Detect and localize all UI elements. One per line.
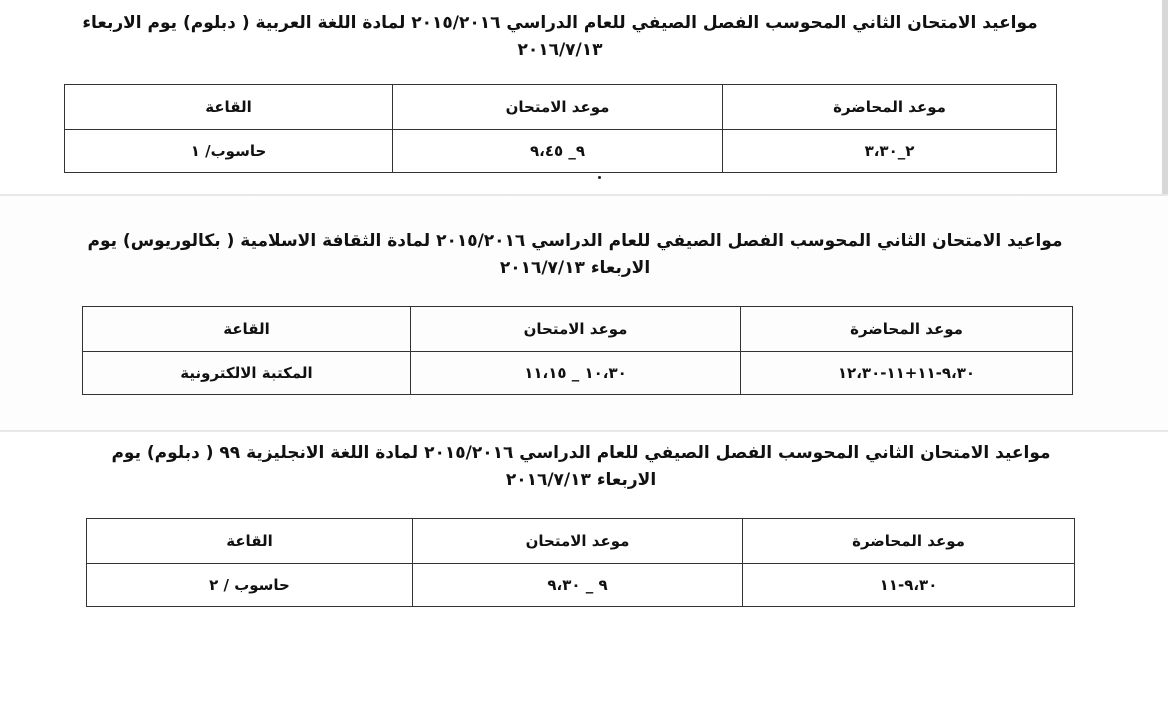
cell-exam-time: ١٠،٣٠ _ ١١،١٥ (411, 352, 741, 395)
scan-speck (598, 176, 601, 179)
column-header-lecture-time: موعد المحاضرة (723, 85, 1057, 130)
cell-lecture-time: ٩،٣٠-١١ (743, 564, 1075, 607)
heading-line-2: الاربعاء ٢٠١٦/٧/١٣ (499, 258, 651, 278)
heading-line-1: مواعيد الامتحان الثاني المحوسب الفصل الصيفي للعام الدراسي ٢٠١٥/٢٠١٦ لمادة اللغة العربية ( دبلوم) يوم الاربعاء (82, 13, 1038, 33)
heading-line-1: مواعيد الامتحان الثاني المحوسب الفصل الصيفي للعام الدراسي ٢٠١٥/٢٠١٦ لمادة الثقافة الاسلامية ( بكالوريوس) يوم (87, 231, 1063, 251)
schedule-heading-arabic (60, 10, 1060, 64)
schedule-table-arabic (64, 84, 1057, 173)
schedule-sheet-arabic (0, 0, 1168, 196)
column-header-exam-time: موعد الامتحان (393, 85, 723, 130)
column-header-hall: القاعة (83, 307, 411, 352)
column-header-exam-time: موعد الامتحان (413, 519, 743, 564)
schedule-sheet-islamic (0, 196, 1168, 432)
column-header-hall: القاعة (65, 85, 393, 130)
heading-line-1: مواعيد الامتحان الثاني المحوسب الفصل الصيفي للعام الدراسي ٢٠١٥/٢٠١٦ لمادة اللغة الانجليزية ٩٩ ( دبلوم) يوم (111, 443, 1051, 463)
column-header-lecture-time: موعد المحاضرة (743, 519, 1075, 564)
cell-exam-time: ٩_ ٩،٤٥ (393, 130, 723, 173)
schedule-heading-english (96, 440, 1066, 494)
heading-line-2: الاربعاء ٢٠١٦/٧/١٣ (505, 470, 657, 490)
cell-hall: حاسوب/ ١ (65, 130, 393, 173)
column-header-hall: القاعة (87, 519, 413, 564)
cell-lecture-time: ٢_٣،٣٠ (723, 130, 1057, 173)
schedule-sheet-english (0, 432, 1168, 708)
column-header-exam-time: موعد الامتحان (411, 307, 741, 352)
schedule-table-english (86, 518, 1075, 607)
cell-lecture-time: ٩،٣٠-١١+١١-١٢،٣٠ (741, 352, 1073, 395)
page-edge-shadow (1162, 0, 1168, 196)
column-header-lecture-time: موعد المحاضرة (741, 307, 1073, 352)
heading-line-2: ٢٠١٦/٧/١٣ (517, 40, 603, 60)
cell-exam-time: ٩ _ ٩،٣٠ (413, 564, 743, 607)
schedule-heading-islamic (80, 228, 1070, 282)
schedule-table-islamic (82, 306, 1073, 395)
cell-hall: المكتبة الالكترونية (83, 352, 411, 395)
cell-hall: حاسوب / ٢ (87, 564, 413, 607)
